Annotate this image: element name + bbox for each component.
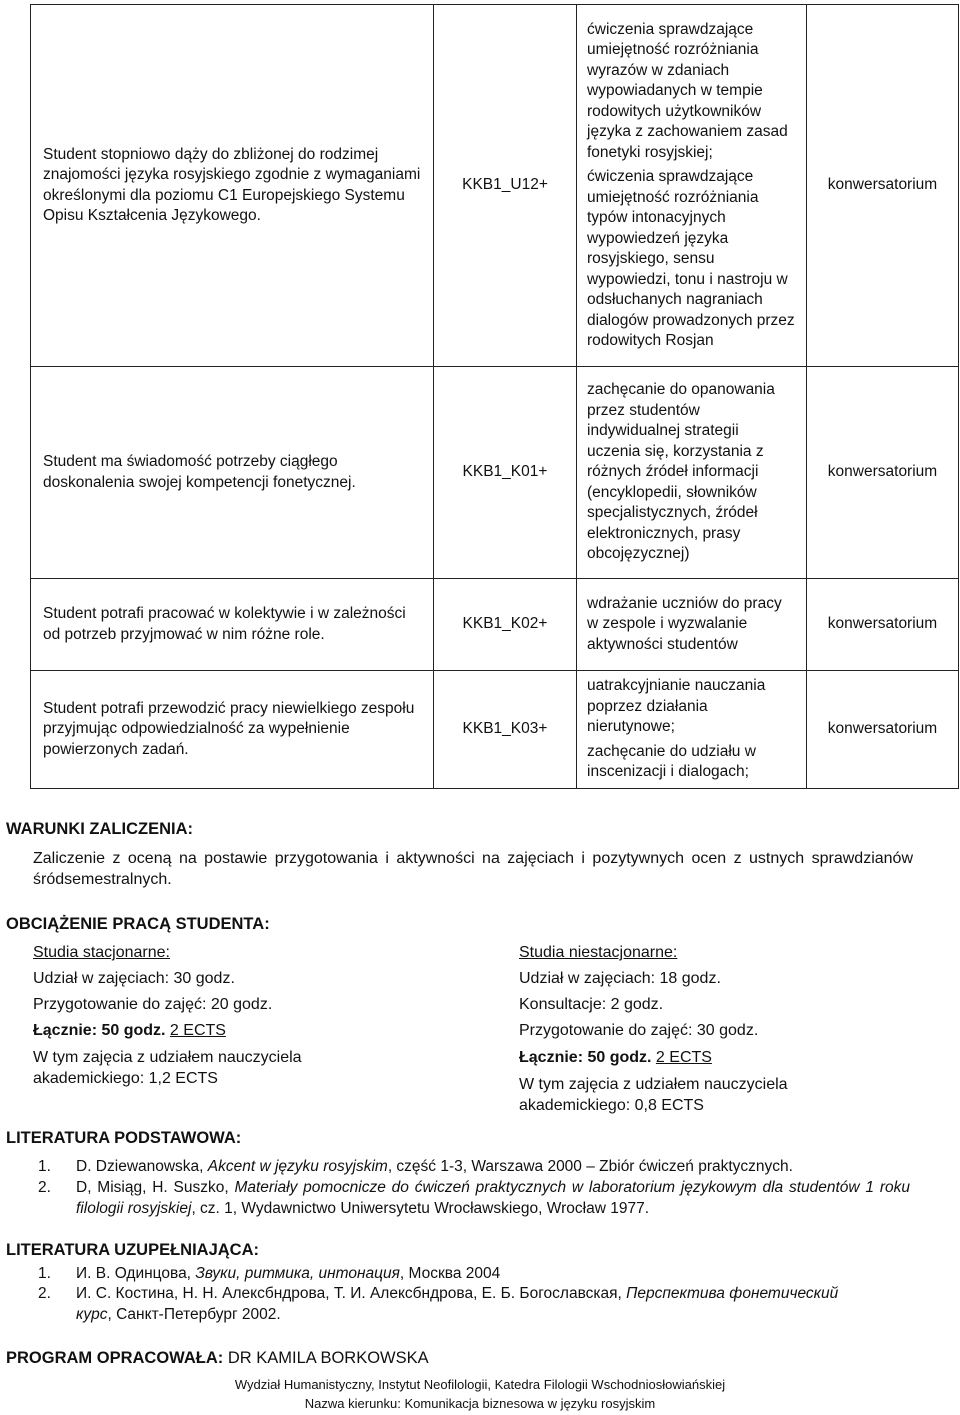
- footer-faculty: Wydział Humanistyczny, Instytut Neofilologii, Katedra Filologii Wschodniosłowiańskiej: [234, 1377, 726, 1392]
- author-line: [6, 1349, 429, 1368]
- class-form: konwersatorium: [807, 5, 959, 367]
- outcome-description: Student stopniowo dąży do zbliżonej do rodzimej znajomości języka rosyjskiego zgodnie z wymaganiami określonymi dla poziomu C1 Europejskiego Systemu Opisu Kształcenia Językowego.: [31, 5, 434, 367]
- method-item: wdrażanie uczniów do pracy w zespole i wyzwalanie aktywności studentów: [587, 594, 782, 653]
- non-stationary-line: Konsultacje: 2 godz.: [519, 996, 664, 1013]
- stationary-line: Udział w zajęciach: 30 godz.: [33, 970, 235, 987]
- stationary-title: Studia stacjonarne:: [33, 944, 170, 961]
- literature-basic-heading: LITERATURA PODSTAWOWA:: [6, 1129, 242, 1147]
- table-row: [31, 671, 959, 789]
- literature-item: 2. И. С. Костина, Н. Н. Алексбндрова, Т. И. Алексбндрова, Е. Б. Богославская, Перспектива фонетический курс, Санкт-Петербург 2002.: [38, 1285, 839, 1323]
- literature-item: 2. D, Misiąg, H. Suszko, Materiały pomocnicze do ćwiczeń praktycznych w laboratorium językowym dla studentów 1 roku filologii rosyjskiej, cz. 1, Wydawnictwo Uniwersytetu Wrocławskiego, Wrocław 1977.: [38, 1179, 910, 1217]
- teaching-methods: [577, 367, 807, 579]
- author-name: DR KAMILA BORKOWSKA: [227, 1349, 429, 1367]
- book-title: Materiały pomocnicze do ćwiczeń praktycznych w laboratorium językowym dla studentów 1 roku filologii rosyjskiej: [76, 1179, 910, 1217]
- literature-item: 1. D. Dziewanowska, Akcent w języku rosyjskim, część 1-3, Warszawa 2000 – Zbiór ćwiczeń praktycznych.: [38, 1157, 918, 1179]
- stationary-teacher: akademickiego: 1,2 ECTS: [33, 1070, 218, 1087]
- book-title: Akcent w języku rosyjskim: [207, 1158, 388, 1175]
- method-item: zachęcanie do opanowania przez studentów indywidualnej strategii uczenia się, korzystania z różnych źródeł informacji (encyklopedii, słowników specjalistycznych, źródeł elektronicznych, prasy obcojęzycznej): [587, 381, 775, 563]
- literature-number: 2.: [38, 1285, 51, 1302]
- method-item: ćwiczenia sprawdzające umiejętność rozróżniania typów intonacyjnych wypowiedzeń języka rosyjskiego, sensu wypowiedzi, tonu i nastroju w odsłuchanych nagraniach dialogów prowadzonych przez rodowitych Rosjan: [587, 168, 795, 349]
- non-stationary-teacher: akademickiego: 0,8 ECTS: [519, 1097, 704, 1114]
- stationary-line: Przygotowanie do zajęć: 20 godz.: [33, 996, 273, 1013]
- workload-heading: OBCIĄŻENIE PRACĄ STUDENTA:: [6, 915, 270, 933]
- conditions-text: Zaliczenie z oceną na postawie przygotowania i aktywności na zajęciach i pozytywnych ocen z ustnych sprawdzianów śródsemestralnych.: [33, 850, 913, 888]
- literature-number: 2.: [38, 1179, 51, 1196]
- teaching-methods: [577, 671, 807, 789]
- non-stationary-line: Udział w zajęciach: 18 godz.: [519, 970, 721, 987]
- outcome-code: KKB1_U12+: [434, 5, 577, 367]
- book-title: Перспектива фонетический курс: [76, 1285, 839, 1323]
- non-stationary-total: [519, 1048, 712, 1068]
- conditions-heading: WARUNKI ZALICZENIA:: [6, 820, 193, 838]
- literature-number: 1.: [38, 1158, 51, 1175]
- stationary-total-ects: 2 ECTS: [169, 1022, 226, 1039]
- author-label: PROGRAM OPRACOWAŁA:: [6, 1349, 224, 1367]
- outcome-code: KKB1_K02+: [434, 579, 577, 671]
- method-item: zachęcanie do udziału w inscenizacji i dialogach;: [587, 742, 756, 781]
- non-stationary-total-ects: 2 ECTS: [655, 1049, 712, 1066]
- non-stationary-title: Studia niestacjonarne:: [519, 944, 678, 961]
- outcome-code: KKB1_K01+: [434, 367, 577, 579]
- table-row: [31, 367, 959, 579]
- non-stationary-total-hours: Łącznie: 50 godz.: [519, 1049, 652, 1066]
- class-form: konwersatorium: [807, 367, 959, 579]
- non-stationary-line: Przygotowanie do zajęć: 30 godz.: [519, 1022, 759, 1039]
- method-item: ćwiczenia sprawdzające umiejętność rozróżniania wyrazów w zdaniach wypowiadanych w tempie rodowitych użytkowników języka z zachowaniem zasad fonetyki rosyjskiej;: [587, 20, 788, 161]
- outcome-code: KKB1_K03+: [434, 671, 577, 789]
- table-row: [31, 579, 959, 671]
- class-form: konwersatorium: [807, 671, 959, 789]
- teaching-methods: [577, 579, 807, 671]
- method-item: uatrakcyjnianie nauczania poprzez działania nierutynowe;: [587, 677, 766, 736]
- stationary-total: [33, 1021, 226, 1041]
- class-form: konwersatorium: [807, 579, 959, 671]
- literature-extra-heading: LITERATURA UZUPEŁNIAJĄCA:: [6, 1241, 259, 1259]
- table-row: [31, 5, 959, 367]
- stationary-total-hours: Łącznie: 50 godz.: [33, 1022, 166, 1039]
- teaching-methods: [577, 5, 807, 367]
- learning-outcomes-table: [30, 4, 959, 789]
- literature-number: 1.: [38, 1265, 51, 1282]
- non-stationary-teacher: W tym zajęcia z udziałem nauczyciela: [519, 1076, 788, 1093]
- literature-item: 1. И. В. Одинцова, Звуки, ритмика, интонация, Москва 2004: [38, 1264, 918, 1286]
- stationary-teacher: W tym zajęcia z udziałem nauczyciela: [33, 1049, 302, 1066]
- outcome-description: Student ma świadomość potrzeby ciągłego doskonalenia swojej kompetencji fonetycznej.: [31, 367, 434, 579]
- footer-program: Nazwa kierunku: Komunikacja biznesowa w języku rosyjskim: [304, 1396, 656, 1411]
- outcome-description: Student potrafi pracować w kolektywie i w zależności od potrzeb przyjmować w nim różne role.: [31, 579, 434, 671]
- outcome-description: Student potrafi przewodzić pracy niewielkiego zespołu przyjmując odpowiedzialność za wypełnienie powierzonych zadań.: [31, 671, 434, 789]
- book-title: Звуки, ритмика, интонация: [195, 1265, 400, 1282]
